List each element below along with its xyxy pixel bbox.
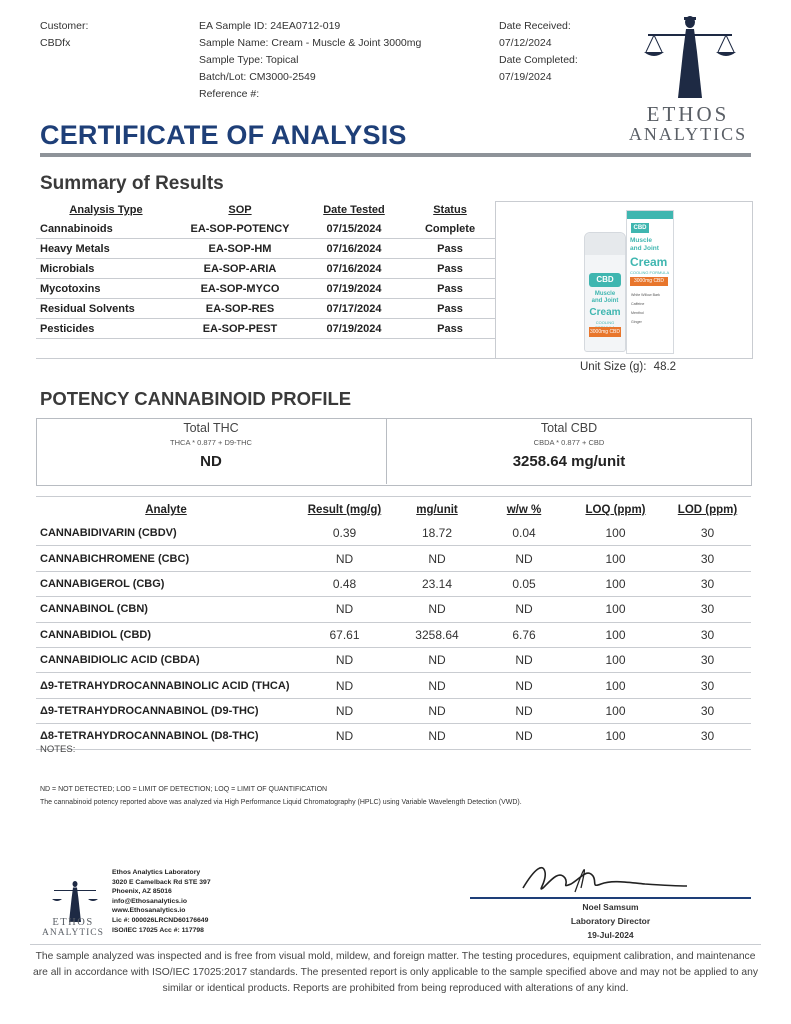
- bottle-brand: CBD: [589, 273, 621, 287]
- summary-row: [36, 339, 496, 359]
- ingredient: Menthol: [631, 311, 644, 315]
- product-image: [495, 201, 753, 359]
- cbd-value: 3258.64 mg/unit: [512, 453, 626, 470]
- ww-percent: 0.04: [481, 521, 567, 546]
- status: Pass: [404, 239, 496, 259]
- date-tested: 07/19/2024: [304, 279, 404, 299]
- thc-label: Total THC: [183, 421, 239, 435]
- lod: 30: [664, 571, 751, 596]
- ww-percent: 6.76: [481, 622, 567, 647]
- mg-unit: ND: [393, 673, 481, 698]
- ww-percent: ND: [481, 724, 567, 749]
- disclaimer-text: The sample analyzed was inspected and is free from visual mold, mildew, and foreign matter. The testing procedures, equipment calibration, and maintenance are all in accordance with ISO/IEC 17025:2017 standards. The presented report is only applicable to the sample specified above and may not be applied to any similar or identical products. Reports are prohibited from being reproduced with alterations of any kind.: [32, 951, 759, 994]
- analyte-row: [36, 546, 751, 571]
- analysis-type: Pesticides: [36, 319, 176, 339]
- summary-col-header: Date Tested: [323, 204, 385, 216]
- lod: 30: [664, 647, 751, 672]
- lab-line: ISO/IEC 17025 Acc #: 117798: [112, 926, 204, 934]
- loq: 100: [567, 597, 664, 622]
- summary-col-header: Analysis Type: [69, 204, 143, 216]
- status: Pass: [404, 299, 496, 319]
- customer-label: Customer:: [40, 20, 89, 32]
- product-box: [626, 210, 674, 354]
- summary-col-header: Status: [433, 204, 467, 216]
- notes-method: The cannabinoid potency reported above was analyzed via High Performance Liquid Chromatography (HPLC) using Variable Wavelength Detection (VWD).: [40, 799, 522, 806]
- summary-row: [36, 319, 496, 339]
- result-mg-g: ND: [296, 597, 393, 622]
- lab-line: Ethos Analytics Laboratory: [112, 869, 201, 876]
- result-mg-g: 0.48: [296, 571, 393, 596]
- ingredient: Caffeine: [631, 302, 645, 306]
- lab-line: Lic #: 000026LRCND60176649: [112, 916, 209, 924]
- analyte-name: Δ9-TETRAHYDROCANNABINOLIC ACID (THCA): [36, 673, 296, 698]
- unit-size-label: Unit Size (g):: [580, 361, 647, 373]
- title-divider: [40, 153, 751, 157]
- signature-image: [515, 858, 695, 898]
- sop: EA-SOP-ARIA: [176, 259, 304, 279]
- analyte-col-header: mg/unit: [416, 504, 458, 516]
- mg-unit: ND: [393, 546, 481, 571]
- thc-panel: [36, 421, 386, 470]
- analyte-name: CANNABINOL (CBN): [36, 597, 296, 622]
- loq: 100: [567, 724, 664, 749]
- loq: 100: [567, 521, 664, 546]
- loq: 100: [567, 698, 664, 723]
- analyte-header-row: [36, 499, 751, 521]
- analysis-type: Mycotoxins: [36, 279, 176, 299]
- footer-logo-line1: ETHOS: [52, 917, 94, 928]
- bottle-strength: 3000mg CBD: [589, 329, 620, 335]
- analyte-row: [36, 698, 751, 723]
- cbd-label: Total CBD: [540, 421, 598, 435]
- sop: EA-SOP-MYCO: [176, 279, 304, 299]
- lod: 30: [664, 622, 751, 647]
- mg-unit: 23.14: [393, 571, 481, 596]
- analyte-col-header: Result (mg/g): [307, 504, 382, 516]
- cbd-panel: [387, 421, 751, 470]
- date-tested: 07/19/2024: [304, 319, 404, 339]
- mg-unit: 3258.64: [393, 622, 481, 647]
- date-received: 07/12/2024: [499, 37, 552, 49]
- analyte-row: [36, 521, 751, 546]
- bottle-formula: COOLING: [595, 320, 615, 325]
- loq: 100: [567, 673, 664, 698]
- analyte-col-header: LOQ (ppm): [585, 504, 646, 516]
- disclaimer-divider: [30, 944, 761, 945]
- analyte-col-header: Analyte: [145, 504, 187, 516]
- ethos-logo-text: [618, 104, 758, 144]
- unit-size-value: 48.2: [653, 361, 677, 373]
- ww-percent: ND: [481, 597, 567, 622]
- sample-id: EA Sample ID: 24EA0712-019: [199, 20, 341, 32]
- summary-title: Summary of Results: [40, 173, 224, 194]
- bottle-line1: Muscle: [594, 291, 616, 297]
- mg-unit: ND: [393, 597, 481, 622]
- analyte-name: CANNABIDIOLIC ACID (CBDA): [36, 647, 296, 672]
- analyte-col-header: LOD (ppm): [677, 504, 738, 516]
- notes-label: NOTES:: [40, 744, 76, 755]
- thc-value: ND: [200, 453, 222, 470]
- signature-icon: [515, 858, 695, 898]
- thc-formula: THCA * 0.877 + D9-THC: [170, 438, 252, 447]
- lab-line: 3020 E Camelback Rd STE 397: [112, 878, 211, 886]
- footer-logo-text: [34, 918, 112, 938]
- box-brand: CBD: [631, 223, 649, 233]
- ww-percent: ND: [481, 698, 567, 723]
- bottle-name: Cream: [589, 307, 621, 318]
- ww-percent: ND: [481, 673, 567, 698]
- sop: EA-SOP-POTENCY: [176, 219, 304, 239]
- batch-lot: Batch/Lot: CM3000-2549: [199, 71, 316, 83]
- status: Pass: [404, 259, 496, 279]
- lod: 30: [664, 546, 751, 571]
- result-mg-g: 67.61: [296, 622, 393, 647]
- status: Complete: [404, 219, 496, 239]
- analyte-row: [36, 673, 751, 698]
- ww-percent: ND: [481, 647, 567, 672]
- summary-row: [36, 239, 496, 259]
- lod: 30: [664, 698, 751, 723]
- logo-line2: ANALYTICS: [628, 124, 748, 144]
- result-mg-g: 0.39: [296, 521, 393, 546]
- summary-row: [36, 219, 496, 239]
- analyte-table: [36, 499, 751, 750]
- result-mg-g: ND: [296, 546, 393, 571]
- box-line2: and Joint: [630, 245, 659, 252]
- loq: 100: [567, 647, 664, 672]
- sop: EA-SOP-RES: [176, 299, 304, 319]
- analyte-row: [36, 597, 751, 622]
- sample-type: Sample Type: Topical: [199, 54, 299, 66]
- box-name: Cream: [630, 255, 668, 269]
- analyte-name: CANNABIDIOL (CBD): [36, 622, 296, 647]
- summary-row: [36, 259, 496, 279]
- analysis-type: Microbials: [36, 259, 176, 279]
- reference: Reference #:: [199, 88, 260, 100]
- summary-col-header: SOP: [228, 204, 252, 216]
- dates-block: [499, 18, 578, 86]
- analyte-row: [36, 622, 751, 647]
- analyte-name: Δ8-TETRAHYDROCANNABINOL (D8-THC): [36, 724, 296, 749]
- result-mg-g: ND: [296, 698, 393, 723]
- summary-row: [36, 279, 496, 299]
- signatory-title: Laboratory Director: [570, 916, 651, 926]
- box-strength: 3000mg CBD: [630, 277, 668, 286]
- signatory-name: Noel Samsum: [582, 902, 639, 912]
- sample-name: Sample Name: Cream - Muscle & Joint 3000mg: [199, 37, 422, 49]
- lod: 30: [664, 724, 751, 749]
- summary-row: [36, 299, 496, 319]
- lab-address: [112, 868, 211, 935]
- bottle-line2: and Joint: [591, 298, 619, 304]
- lab-line: Phoenix, AZ 85016: [112, 888, 172, 896]
- mg-unit: ND: [393, 647, 481, 672]
- date-completed: 07/19/2024: [499, 71, 552, 83]
- sop: EA-SOP-PEST: [176, 319, 304, 339]
- analyte-col-header: w/w %: [506, 504, 542, 516]
- footer-logo-line2: ANALYTICS: [42, 928, 104, 938]
- status: Pass: [404, 279, 496, 299]
- date-tested: 07/17/2024: [304, 299, 404, 319]
- result-mg-g: ND: [296, 724, 393, 749]
- logo-line1: ETHOS: [646, 102, 730, 126]
- analyte-name: CANNABIDIVARIN (CBDV): [36, 521, 296, 546]
- lab-email-link[interactable]: info@Ethosanalytics.io: [112, 897, 187, 905]
- summary-table: [36, 201, 496, 359]
- mg-unit: ND: [393, 724, 481, 749]
- mg-unit: ND: [393, 698, 481, 723]
- date-completed-label: Date Completed:: [499, 54, 578, 66]
- ww-percent: 0.05: [481, 571, 567, 596]
- status: Pass: [404, 319, 496, 339]
- summary-header-row: [36, 201, 496, 219]
- loq: 100: [567, 546, 664, 571]
- analyte-name: CANNABICHROMENE (CBC): [36, 546, 296, 571]
- lady-justice-icon: [640, 12, 740, 100]
- customer-block: [40, 18, 88, 52]
- potency-title: POTENCY CANNABINOID PROFILE: [40, 388, 352, 409]
- analyte-top-border: [36, 496, 751, 497]
- ingredient: White Willow Bark: [631, 293, 660, 297]
- ww-percent: ND: [481, 546, 567, 571]
- sop: EA-SOP-HM: [176, 239, 304, 259]
- analysis-type: Heavy Metals: [36, 239, 176, 259]
- date-tested: 07/15/2024: [304, 219, 404, 239]
- box-line1: Muscle: [630, 237, 653, 244]
- product-bottle: [584, 232, 626, 352]
- lod: 30: [664, 521, 751, 546]
- analyte-name: Δ9-TETRAHYDROCANNABINOL (D9-THC): [36, 698, 296, 723]
- ingredient: Ginger: [631, 320, 642, 324]
- analysis-type: Cannabinoids: [36, 219, 176, 239]
- analyte-row: [36, 571, 751, 596]
- signature-date: 19-Jul-2024: [587, 930, 634, 940]
- signature-line: [470, 897, 751, 899]
- ethos-logo-figure: [640, 12, 740, 100]
- signatory-block: [470, 900, 751, 942]
- customer-value: CBDfx: [40, 37, 71, 49]
- analysis-type: Residual Solvents: [36, 299, 176, 319]
- page-title: CERTIFICATE OF ANALYSIS: [40, 120, 407, 150]
- date-tested: 07/16/2024: [304, 239, 404, 259]
- box-formula: COOLING FORMULA: [630, 270, 670, 275]
- loq: 100: [567, 622, 664, 647]
- analyte-row: [36, 724, 751, 749]
- date-tested: 07/16/2024: [304, 259, 404, 279]
- lab-website-link[interactable]: www.Ethosanalytics.io: [112, 907, 186, 915]
- lod: 30: [664, 673, 751, 698]
- result-mg-g: ND: [296, 673, 393, 698]
- unit-size: [580, 361, 676, 373]
- lod: 30: [664, 597, 751, 622]
- loq: 100: [567, 571, 664, 596]
- analyte-row: [36, 647, 751, 672]
- sample-info-block: [199, 18, 421, 103]
- notes-definitions: ND = NOT DETECTED; LOD = LIMIT OF DETECTION; LOQ = LIMIT OF QUANTIFICATION: [40, 786, 328, 793]
- mg-unit: 18.72: [393, 521, 481, 546]
- result-mg-g: ND: [296, 647, 393, 672]
- cbd-formula: CBDA * 0.877 + CBD: [533, 438, 605, 447]
- date-received-label: Date Received:: [499, 20, 571, 32]
- analyte-name: CANNABIGEROL (CBG): [36, 571, 296, 596]
